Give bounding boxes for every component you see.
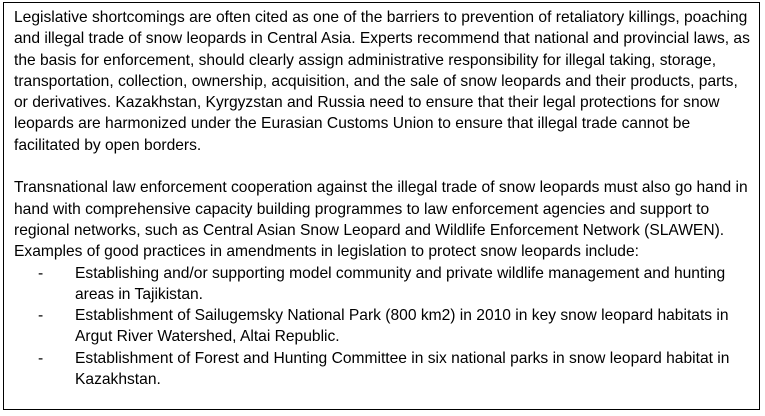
list-item-text: Establishment of Sailugemsky National Park (800 km2) in 2010 in key snow leopard habitats in Argut River Watershed, Altai Republic. [75,307,729,346]
text-box [3,2,760,410]
list-item-text: Establishment of Forest and Hunting Committee in six national parks in snow leopard habitat in Kazakhstan. [75,349,730,389]
bullet-dash: - [38,264,44,282]
paragraph-law-enforcement-cooperation: Transnational law enforcement cooperation against the illegal trade of snow leopards must also go hand in hand with comprehensive capacity building programmes to law enforcement agencies and support to regional networks, such as Central Asian Snow Leopard and Wildlife Enforcement Network (SLAWEN). [14,179,748,239]
paragraph-legislative-shortcomings: Legislative shortcomings are often cited as one of the barriers to prevention of retaliatory killings, poaching and illegal trade of snow leopards in Central Asia. Experts recommend that national and provincial laws, as the basis for enforcement, should clearly assign administrative responsibility for illegal taking, storage, transportation, collection, ownership, acquisition, and the sale of snow leopards and their products, parts, or derivatives. Kazakhstan, Kyrgyzstan and Russia need to ensure that their legal protections for snow leopards are harmonized under the Eurasian Customs Union to ensure that illegal trade cannot be facilitated by open borders. [14,9,750,154]
list-intro: Examples of good practices in amendments in legislation to protect snow leopards include: [14,243,639,261]
bullet-dash: - [38,349,44,367]
paragraph-spacer [14,156,751,177]
bullet-dash: - [38,307,44,325]
list-item [14,348,751,391]
list-item [14,305,751,348]
good-practices-list [14,263,751,391]
list-item [14,263,751,306]
list-item-text: Establishing and/or supporting model community and private wildlife management and hunting areas in Tajikistan. [75,264,726,303]
